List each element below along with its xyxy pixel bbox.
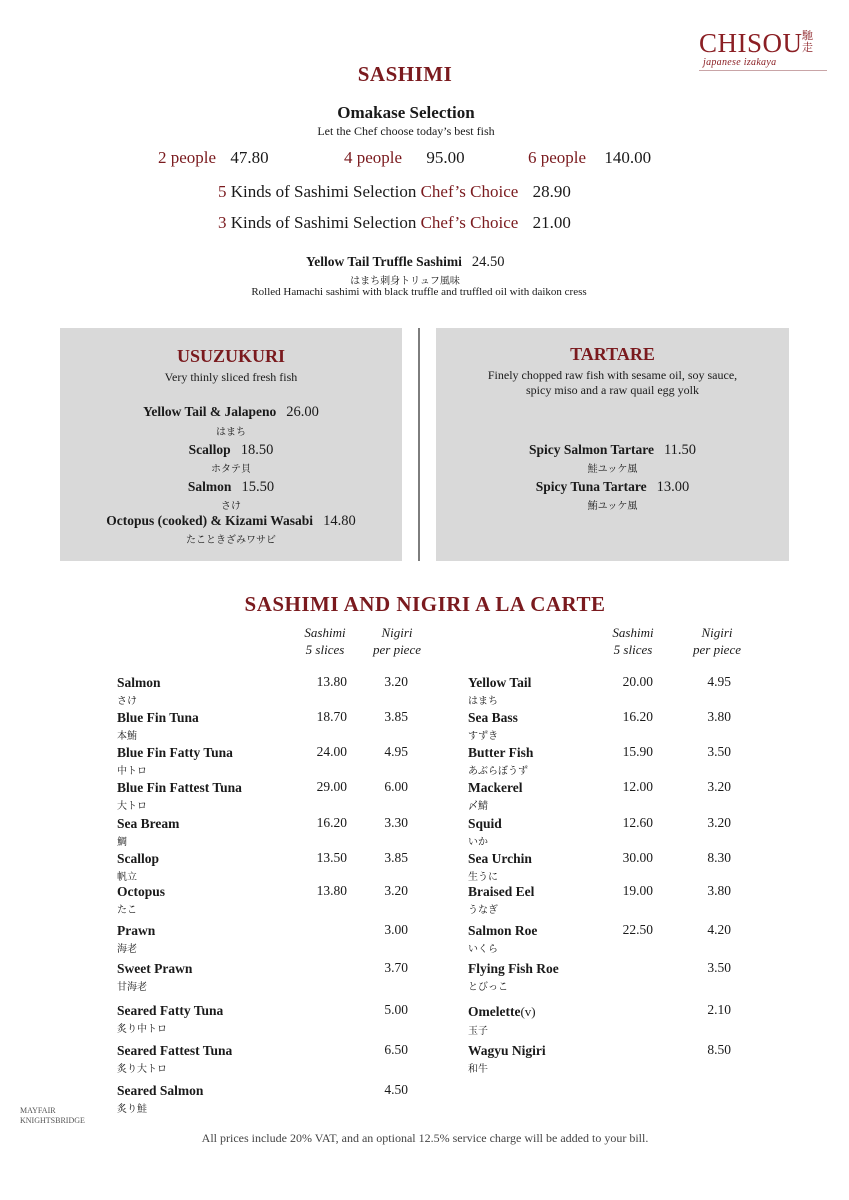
item-jp: とびっこ [468,982,508,993]
item-name: Braised Eel [468,884,535,899]
selection-3-kinds: 3 Kinds of Sashimi Selection Chef’s Choice 21.00 [218,213,571,232]
sashimi-price: 24.00 [316,744,347,759]
item-jp: たこ [117,905,137,916]
tartare-description-line1: Finely chopped raw fish with sesame oil, soy sauce, [487,368,738,382]
omakase-option-price: 47.80 [230,148,269,167]
item-name: Salmon [117,675,161,690]
truffle-sashimi [306,253,556,271]
nigiri-price: 3.20 [707,779,731,794]
nigiri-price: 4.20 [707,922,731,937]
item-jp: 炙り中トロ [117,1024,167,1035]
table-row [468,1043,668,1073]
truffle-jp: はまち刺身トリュフ風味 [350,276,460,287]
logo-kanji: 馳走 [802,29,813,54]
item-jp: 鮭ユッケ風 [587,464,638,475]
item-jp: 玉子 [468,1026,488,1037]
item-name: Salmon Roe [468,923,538,938]
sashimi-price: 13.50 [316,850,347,865]
item-jp: 甘海老 [117,982,147,993]
item-name: Mackerel [468,780,523,795]
item-jp: すずき [468,731,499,742]
nigiri-price: 3.85 [384,709,408,724]
item-name: Sea Urchin [468,851,532,866]
location-knightsbridge: KNIGHTSBRIDGE [20,1116,85,1125]
item-name: Blue Fin Fattest Tuna [117,780,242,795]
table-row [117,1083,317,1113]
item-name: Omelette [468,1004,521,1019]
menu-item [436,478,789,496]
nigiri-price: 6.00 [384,779,408,794]
nigiri-price: 8.30 [707,850,731,865]
table-row [117,923,317,953]
item-name: Wagyu Nigiri [468,1043,546,1058]
item-price: 15.50 [241,479,275,495]
col-header-sashimi-right: Sashimi 5 slices [612,625,654,657]
sashimi-price: 13.80 [316,674,347,689]
item-name: Seared Fatty Tuna [117,1003,224,1018]
menu-item [60,478,402,496]
selection-tag: Chef’s Choice [420,213,519,232]
menu-item [60,512,402,530]
table-row [468,1003,668,1037]
item-name: Scallop [117,851,160,866]
nigiri-price: 3.80 [707,709,731,724]
nigiri-price: 5.00 [384,1002,408,1017]
item-jp: うなぎ [468,905,498,916]
nigiri-price: 3.50 [707,744,731,759]
item-name: Sea Bass [468,710,518,725]
item-jp: 炙り大トロ [117,1064,167,1075]
section-title-sashimi: SASHIMI [357,62,453,86]
price-note: All prices include 20% VAT, and an optional 12.5% service charge will be added to your bill. [201,1131,649,1145]
omakase-title: Omakase Selection [337,103,475,122]
nigiri-price: 3.85 [384,850,408,865]
item-name: Scallop [188,442,231,457]
sashimi-price: 22.50 [622,922,653,937]
omakase-option-price: 140.00 [604,148,652,167]
table-row [117,961,317,991]
item-jp: 中トロ [117,766,147,777]
table-row [468,961,668,991]
item-jp: はまち [468,696,498,707]
item-jp: いか [468,837,488,848]
selection-price: 21.00 [532,213,571,232]
table-row [117,1043,317,1073]
table-row [117,1003,317,1033]
item-jp: はまち [216,427,246,438]
selection-5-kinds: 5 Kinds of Sashimi Selection Chef’s Choice 28.90 [218,182,571,201]
item-jp: 鮪ユッケ風 [587,501,638,512]
item-jp: さけ [117,696,137,707]
item-jp: 〆鯖 [468,801,488,812]
item-price: 26.00 [286,404,319,420]
nigiri-price: 4.95 [384,744,408,759]
item-name: Octopus [117,884,166,899]
item-name: Sweet Prawn [117,961,193,976]
nigiri-price: 6.50 [384,1042,408,1057]
nigiri-price: 4.50 [384,1082,408,1097]
sashimi-price: 20.00 [622,674,653,689]
panel-divider [418,328,420,561]
logo-underline [699,70,827,71]
nigiri-price: 3.20 [707,815,731,830]
menu-item [60,441,402,459]
usuzukuri-title: USUZUKURI [176,346,286,366]
sashimi-price: 16.20 [316,815,347,830]
nigiri-price: 3.00 [384,922,408,937]
location-mayfair: MAYFAIR [20,1106,56,1115]
col-header-sashimi-left: Sashimi 5 slices [304,625,346,657]
col-header-nigiri-right: Nigiri per piece [692,625,741,657]
item-jp: 炙り鮭 [117,1104,147,1115]
item-jp: たこときざみワサビ [186,535,276,546]
nigiri-price: 3.80 [707,883,731,898]
item-name: Blue Fin Fatty Tuna [117,745,233,760]
item-name: Sea Bream [117,816,180,831]
omakase-description: Let the Chef choose today’s best fish [317,124,495,138]
sashimi-price: 29.00 [316,779,347,794]
item-price: 13.00 [656,479,690,495]
omakase-option-label: 6 people [528,148,587,167]
item-name: Seared Salmon [117,1083,204,1098]
item-jp: 本鮪 [117,731,137,742]
sashimi-price: 16.20 [622,709,653,724]
tartare-description-line2: spicy miso and a raw quail egg yolk [526,383,699,397]
item-jp: ホタテ貝 [211,464,251,475]
nigiri-price: 4.95 [707,674,731,689]
nigiri-price: 3.20 [384,883,408,898]
item-jp: 鯛 [117,837,127,848]
tartare-title: TARTARE [570,344,655,364]
locations [20,1106,85,1126]
item-jp: 海老 [117,944,137,955]
item-name: Squid [468,816,502,831]
item-name: Yellow Tail Truffle Sashimi [306,254,462,269]
item-jp: 生うに [468,872,498,883]
item-jp: いくら [468,944,498,955]
section-title-alacarte: SASHIMI AND NIGIRI A LA CARTE [244,592,606,616]
sashimi-price: 19.00 [622,883,653,898]
col-header-nigiri-left: Nigiri per piece [372,625,421,657]
nigiri-price: 3.50 [707,960,731,975]
item-price: 11.50 [663,442,697,458]
sashimi-price: 12.60 [622,815,653,830]
sashimi-price: 15.90 [622,744,653,759]
item-name: Octopus (cooked) & Kizami Wasabi [106,513,314,528]
sashimi-price: 18.70 [316,709,347,724]
item-jp: さけ [221,501,241,512]
item-name: Butter Fish [468,745,534,760]
sashimi-price: 13.80 [316,883,347,898]
menu-item [436,441,789,459]
omakase-option-label: 4 people [344,148,403,167]
item-jp: 和牛 [468,1064,488,1075]
item-jp: あぶらぼうず [468,766,528,777]
item-price: 24.50 [471,254,505,270]
selection-price: 28.90 [532,182,571,201]
nigiri-price: 8.50 [707,1042,731,1057]
nigiri-price: 3.20 [384,674,408,689]
nigiri-price: 3.70 [384,960,408,975]
logo-wordmark: CHISOU [699,28,803,58]
item-name: Prawn [117,923,156,938]
item-name: Yellow Tail & Jalapeno [143,404,277,419]
item-name: Spicy Salmon Tartare [528,442,654,457]
truffle-description: Rolled Hamachi sashimi with black truffle and truffled oil with daikon cress [251,286,587,298]
omakase-option-2 [158,148,269,168]
sashimi-price: 12.00 [622,779,653,794]
omakase-option-6 [528,148,651,168]
omakase-option-4 [344,148,465,168]
item-name: Flying Fish Roe [468,961,559,976]
nigiri-price: 3.30 [384,815,408,830]
logo-tagline: japanese izakaya [703,57,777,68]
omakase-option-price: 95.00 [426,148,465,167]
item-name: Spicy Tuna Tartare [535,479,647,494]
selection-tag: Chef’s Choice [420,182,519,201]
item-jp: 大トロ [117,801,147,812]
item-price: 14.80 [323,513,356,529]
item-jp: 帆立 [117,872,137,883]
brand-logo [699,28,829,76]
usuzukuri-description: Very thinly sliced fresh fish [164,370,298,384]
item-name-suffix: (v) [520,1004,536,1019]
item-name: Yellow Tail [468,675,532,690]
item-name: Blue Fin Tuna [117,710,199,725]
item-name: Seared Fattest Tuna [117,1043,233,1058]
omakase-option-label: 2 people [158,148,217,167]
menu-item [60,403,402,421]
sashimi-price: 30.00 [622,850,653,865]
nigiri-price: 2.10 [707,1002,731,1017]
item-price: 18.50 [240,442,274,458]
item-name: Salmon [187,479,232,494]
